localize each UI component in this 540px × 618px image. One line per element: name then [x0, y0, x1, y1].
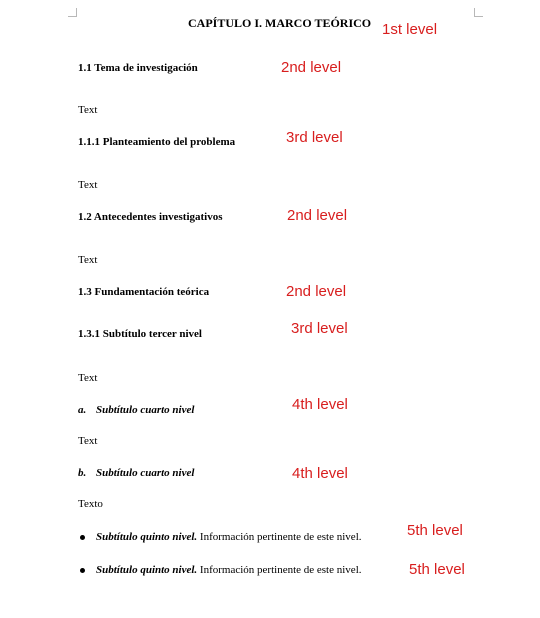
bullet-item-5th-level: [96, 563, 362, 577]
bullet-item-title: Subtítulo quinto nivel.: [96, 531, 198, 543]
body-text: Text: [78, 104, 98, 116]
annotation-4th-level: 4th level: [292, 396, 348, 413]
body-text: Texto: [78, 498, 103, 510]
annotation-2nd-level: 2nd level: [281, 59, 342, 76]
annotation-2nd-level: 2nd level: [286, 283, 347, 300]
annotation-4th-level: 4th level: [292, 465, 348, 482]
bullet-item-title: Subtítulo quinto nivel.: [96, 564, 198, 576]
bullet-item-text: Información pertinente de este nivel.: [197, 531, 362, 543]
heading-4-a: Subtítulo cuarto nivel: [96, 404, 195, 416]
bullet-marker: [80, 568, 85, 573]
heading-4-b-marker: b.: [78, 467, 87, 479]
body-text: Text: [78, 435, 98, 447]
body-text: Text: [78, 372, 98, 384]
annotation-3rd-level: 3rd level: [286, 129, 343, 146]
heading-1-1: 1.1 Tema de investigación: [78, 62, 198, 74]
chapter-title: CAPÍTULO I. MARCO TEÓRICO: [188, 16, 372, 30]
body-text: Text: [78, 254, 98, 266]
annotation-5th-level: 5th level: [407, 522, 463, 539]
heading-4-a-marker: a.: [78, 404, 87, 416]
heading-1-2: 1.2 Antecedentes investigativos: [78, 211, 223, 223]
page-margin-corner-top-left: [68, 8, 77, 17]
annotation-5th-level: 5th level: [409, 561, 465, 578]
heading-4-b: Subtítulo cuarto nivel: [96, 467, 195, 479]
body-text: Text: [78, 179, 98, 191]
annotation-1st-level: 1st level: [382, 21, 438, 38]
bullet-item-text: Información pertinente de este nivel.: [197, 564, 362, 576]
annotation-2nd-level: 2nd level: [287, 207, 348, 224]
heading-1-3: 1.3 Fundamentación teórica: [78, 286, 210, 298]
bullet-marker: [80, 535, 85, 540]
page-margin-corner-top-right: [474, 8, 483, 17]
bullet-item-5th-level: [96, 530, 362, 544]
heading-1-3-1: 1.3.1 Subtítulo tercer nivel: [78, 328, 202, 340]
heading-1-1-1: 1.1.1 Planteamiento del problema: [78, 136, 236, 148]
annotation-3rd-level: 3rd level: [291, 320, 348, 337]
